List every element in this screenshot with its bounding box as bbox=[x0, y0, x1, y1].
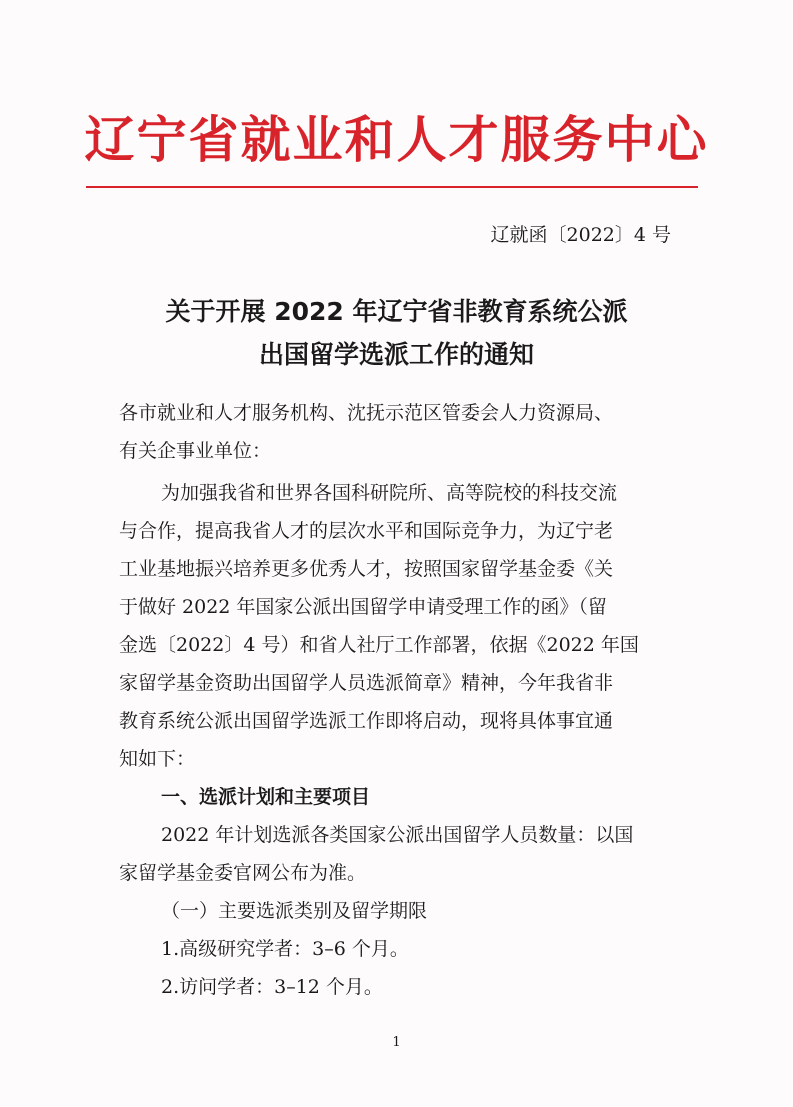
body-paragraph-line: 工业基地振兴培养更多优秀人才，按照国家留学基金委《关 bbox=[119, 558, 614, 580]
document-title-line-2: 出国留学选派工作的通知 bbox=[258, 340, 534, 369]
body-paragraph-line: 与合作，提高我省人才的层次水平和国际竞争力，为辽宁老 bbox=[119, 520, 614, 542]
document-number: 辽就函〔2022〕4 号 bbox=[490, 224, 671, 246]
header-red-rule bbox=[86, 186, 698, 188]
body-paragraph-line: 教育系统公派出国留学选派工作即将启动，现将具体事宜通 bbox=[119, 710, 614, 732]
section-paragraph-line: 2022 年计划选派各类国家公派出国留学人员数量：以国 bbox=[161, 824, 634, 846]
body-paragraph-line: 家留学基金资助出国留学人员选派简章》精神，今年我省非 bbox=[119, 672, 614, 694]
document-title-line-1: 关于开展 2022 年辽宁省非教育系统公派 bbox=[165, 297, 628, 326]
section-heading-1: 一、选派计划和主要项目 bbox=[161, 786, 371, 808]
addressee-line: 各市就业和人才服务机构、沈抚示范区管委会人力资源局、 bbox=[119, 402, 614, 424]
body-paragraph-line: 知如下： bbox=[119, 748, 196, 770]
organization-header: 辽宁省就业和人才服务中心 bbox=[84, 111, 709, 169]
body-paragraph-line: 于做好 2022 年国家公派出国留学申请受理工作的函》（留 bbox=[119, 596, 607, 618]
body-paragraph-line: 为加强我省和世界各国科研院所、高等院校的科技交流 bbox=[161, 482, 618, 504]
section-paragraph-line: 家留学基金委官网公布为准。 bbox=[119, 862, 367, 884]
addressee-line: 有关企事业单位： bbox=[119, 440, 272, 462]
list-item: 2.访问学者：3–12 个月。 bbox=[161, 976, 383, 998]
list-item: 1.高级研究学者：3–6 个月。 bbox=[161, 938, 409, 960]
body-paragraph-line: 金选〔2022〕4 号）和省人社厅工作部署，依据《2022 年国 bbox=[119, 634, 639, 656]
page-number: 1 bbox=[392, 1035, 401, 1050]
subsection-heading-1: （一）主要选派类别及留学期限 bbox=[161, 900, 428, 922]
